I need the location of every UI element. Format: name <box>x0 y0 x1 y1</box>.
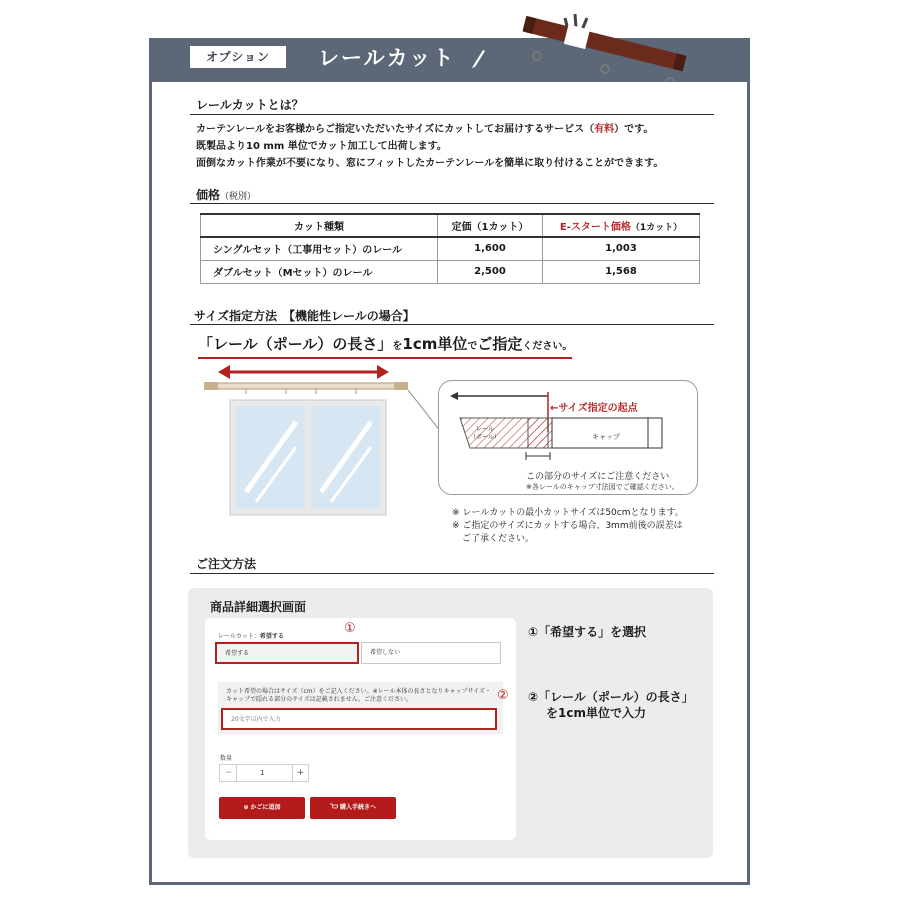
cart-icon <box>330 803 338 810</box>
price-heading-note: （税別） <box>220 192 257 202</box>
note-line-3: ご了承ください。 <box>462 534 535 544</box>
railcut-field-label <box>218 631 284 640</box>
rail-illustration <box>515 12 695 82</box>
about-line-1-post: ）です。 <box>614 124 654 135</box>
size-instruction <box>198 333 572 359</box>
estart-unit: （1カット） <box>630 223 683 233</box>
cut-gap <box>564 24 590 49</box>
option-yes-button[interactable]: 希望する <box>215 642 359 664</box>
cap-label: キャップ <box>592 433 620 441</box>
quantity-value[interactable]: 1 <box>260 769 265 777</box>
pencil-icon <box>469 46 487 68</box>
price-heading-text: 価格 <box>196 188 221 202</box>
price-table <box>200 213 700 284</box>
cut-size-notice: カット希望の場合はサイズ（cm）をご記入ください。※レール本体の長さとなりキャップサイズ・キャップで隠れる部分のサイズは記載されません。ご注意ください。 <box>226 688 492 703</box>
option-no-button[interactable]: 希望しない <box>361 642 501 664</box>
paid-label: 有料 <box>594 124 615 135</box>
runner-ring-icon <box>666 78 674 82</box>
order-heading: ご注文方法 <box>196 557 257 571</box>
instr-part: ご指定 <box>477 335 523 353</box>
quantity-label: 数量 <box>220 755 233 762</box>
rail-bar <box>523 16 687 71</box>
field-label-text: レールカット： <box>218 633 260 640</box>
step-1-text: ①「希望する」を選択 <box>528 625 647 639</box>
curtain-rail <box>206 383 406 389</box>
cell-type: ダブルセット（Mセット）のレール <box>201 260 438 283</box>
caution-note: ※各レールのキャップ寸法図でご確認ください。 <box>526 483 679 491</box>
checkout-label: 購入手続きへ <box>340 804 377 811</box>
price-heading <box>196 186 256 203</box>
about-line-1-pre: カーテンレールをお客様からご指定いただいたサイズにカットしてお届けするサービス（ <box>196 124 595 135</box>
cut-size-input[interactable] <box>221 708 497 730</box>
quantity-minus-button[interactable]: − <box>221 764 237 782</box>
about-line-2: 既製品より10 mm 単位でカット加工して出荷します。 <box>196 141 447 152</box>
quantity-plus-button[interactable]: + <box>292 764 308 782</box>
instr-part: 1cm単位 <box>402 335 468 353</box>
col-header-list: 定価（1カット） <box>438 214 543 237</box>
runner-ring-icon <box>533 52 541 60</box>
divider <box>190 203 714 204</box>
window-rail-diagram <box>196 362 446 522</box>
caution-text: この部分のサイズにご注意ください <box>526 472 670 482</box>
runner-ring-icon <box>601 65 609 73</box>
about-line-1 <box>196 121 653 138</box>
table-row <box>201 237 700 260</box>
instr-part: を <box>392 341 403 352</box>
cell-list-price: 1,600 <box>438 237 543 260</box>
rail-label: レール （ポール） <box>470 426 500 441</box>
start-point-label: ←サイズ指定の起点 <box>550 403 638 414</box>
rail-cap-left <box>204 382 218 390</box>
option-tag: オプション <box>190 46 286 68</box>
marker-1: ① <box>344 621 356 636</box>
page-title <box>318 42 487 72</box>
page-title-text: レールカット <box>318 46 456 70</box>
cell-estart-price: 1,568 <box>543 260 700 283</box>
rail-cap-right <box>394 382 408 390</box>
add-to-cart-button[interactable]: ⊕ かごに追加 <box>219 797 305 819</box>
about-heading: レールカットとは？ <box>196 98 304 112</box>
instr-part: 「レール（ポール）の長さ」 <box>198 335 393 353</box>
order-panel-title: 商品詳細選択画面 <box>210 600 307 614</box>
table-row <box>201 260 700 283</box>
instr-part: ください。 <box>522 341 573 352</box>
cell-type: シングルセット（工事用セット）のレール <box>201 237 438 260</box>
cell-estart-price: 1,003 <box>543 237 700 260</box>
about-line-3: 面倒なカット作業が不要になり、窓にフィットしたカーテンレールを簡単に取り付けることができます。 <box>196 158 664 169</box>
col-header-estart <box>543 214 700 237</box>
instr-part: で <box>467 341 478 352</box>
step-2-text-a: ②「レール（ポール）の長さ」 <box>528 690 694 704</box>
step-2-text-b: を1cm単位で入力 <box>546 706 646 720</box>
length-arrow-icon <box>218 365 389 379</box>
col-header-type: カット種類 <box>201 214 438 237</box>
checkout-button[interactable] <box>310 797 396 819</box>
cell-list-price: 2,500 <box>438 260 543 283</box>
size-heading: サイズ指定方法 【機能性レールの場合】 <box>194 309 415 323</box>
field-label-value: 希望する <box>259 633 284 640</box>
divider <box>190 573 714 574</box>
divider <box>190 324 714 325</box>
table-header-row <box>201 214 700 237</box>
marker-2: ② <box>497 688 509 703</box>
estart-label: E-スタート価格 <box>559 222 631 233</box>
divider <box>190 114 714 115</box>
note-line-2: ※ ご指定のサイズにカットする場合、3mm前後の誤差は <box>452 521 683 531</box>
note-line-1: ※ レールカットの最小カットサイズは50cmとなります。 <box>452 508 684 518</box>
